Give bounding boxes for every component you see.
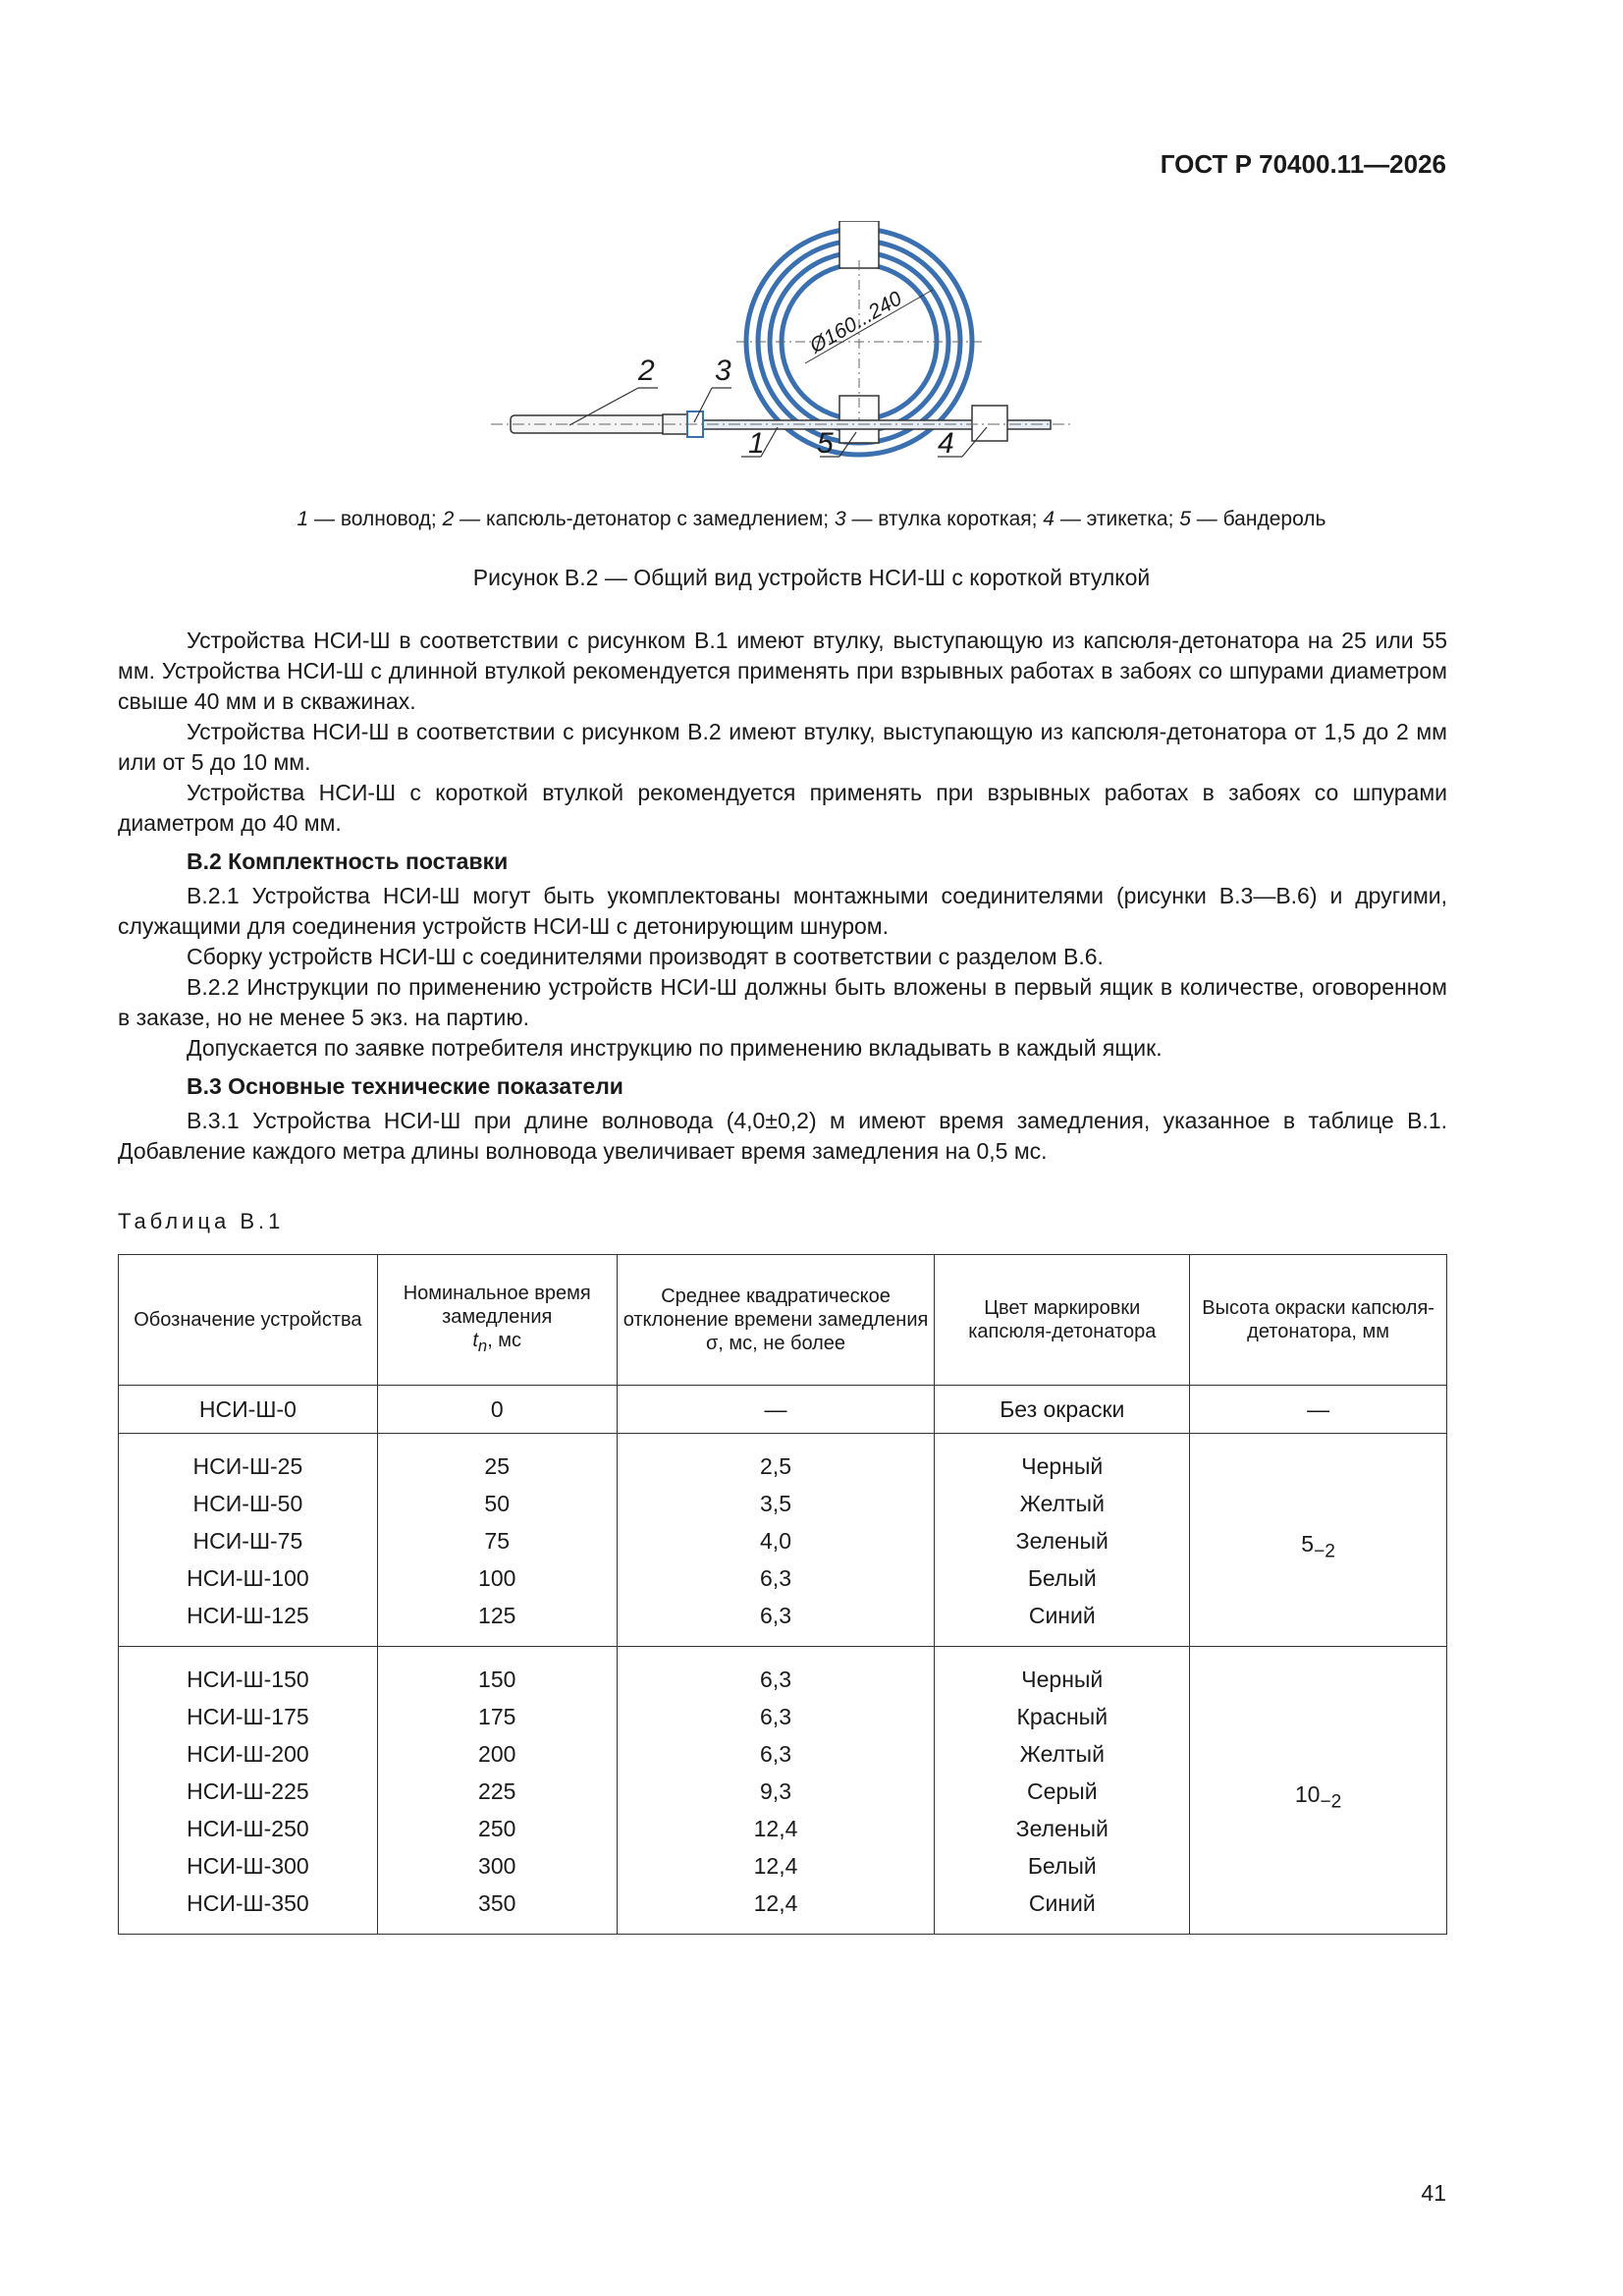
page-number: 41 — [1421, 2180, 1446, 2206]
table-row: НСИ-Ш-75 75 4,0 Зеленый — [119, 1522, 1447, 1559]
callout-1: 1 — [748, 427, 765, 460]
delay-table — [118, 1254, 1447, 1935]
header-color: Цвет маркировки капсюля-детонатора — [935, 1255, 1190, 1386]
header-paint-height: Высота окраски капсюля-детонатора, мм — [1190, 1255, 1447, 1386]
table-label: Таблица В.1 — [118, 1209, 285, 1233]
section-heading: В.2 Комплектность поставки — [187, 848, 509, 874]
paragraph: В.2.2 Инструкции по применению устройств НСИ-Ш должны быть вложены в первый ящик в количестве, оговоренном в заказе, но не менее 5 экз. на партию. — [118, 974, 1447, 1030]
standard-designation: ГОСТ Р 70400.11—2026 — [1160, 149, 1446, 179]
header-delay: Номинальное время замедления $t_n$, мс — [377, 1255, 617, 1386]
table-row: НСИ-Ш-25 25 2,5 Черный $5_{-2}$ — [119, 1434, 1447, 1486]
table-row: НСИ-Ш-125 125 6,3 Синий — [119, 1597, 1447, 1647]
figure-caption: Рисунок В.2 — Общий вид устройств НСИ-Ш с короткой втулкой — [472, 565, 1151, 590]
table-row: НСИ-Ш-0 0 — Без окраски — — [119, 1386, 1447, 1434]
paragraph: Устройства НСИ-Ш в соответствии с рисунком В.1 имеют втулку, выступающую из капсюля-детонатора на 25 или 55 мм. Устройства НСИ-Ш с длинной втулкой рекомендуется применять при взрывных работах в забоях со шпурами диаметром свыше 40 мм и в скважинах. — [118, 628, 1447, 714]
paragraph: Устройства НСИ-Ш в соответствии с рисунком В.2 имеют втулку, выступающую из капсюля-детонатора от 1,5 до 2 мм или от 5 до 10 мм. — [118, 719, 1447, 775]
paint-height-group1: $5_{-2}$ — [1190, 1434, 1447, 1647]
paragraph: В.3.1 Устройства НСИ-Ш при длине волновода (4,0±0,2) м имеют время замедления, указанное в таблице В.1. Добавление каждого метра длины волновода увеличивает время замедления на 0,5 мс. — [118, 1108, 1447, 1164]
device-figure — [491, 221, 1080, 481]
header-deviation: Среднее квадратическое отклонение времени замедления σ, мс, не более — [617, 1255, 935, 1386]
table-row: НСИ-Ш-150 150 6,3 Черный $10_{-2}$ — [119, 1647, 1447, 1699]
device-drawing — [491, 221, 1080, 476]
paragraph: Допускается по заявке потребителя инструкцию по применению вкладывать в каждый ящик. — [187, 1035, 1163, 1061]
table-row: НСИ-Ш-50 50 3,5 Желтый — [119, 1485, 1447, 1522]
paragraph: Устройства НСИ-Ш с короткой втулкой рекомендуется применять при взрывных работах в забоях со шпурами диаметром до 40 мм. — [118, 780, 1447, 836]
body-text — [118, 626, 1447, 1167]
table-row: НСИ-Ш-175 175 6,3 Красный — [119, 1698, 1447, 1735]
section-heading: В.3 Основные технические показатели — [187, 1073, 623, 1099]
table-row: НСИ-Ш-350 350 12,4 Синий — [119, 1885, 1447, 1935]
paint-height-group2: $10_{-2}$ — [1190, 1647, 1447, 1935]
callout-3: 3 — [715, 355, 731, 387]
table-row: НСИ-Ш-300 300 12,4 Белый — [119, 1847, 1447, 1885]
paragraph: В.2.1 Устройства НСИ-Ш могут быть укомплектованы монтажными соединителями (рисунки В.3—В.6) и другими, служащими для соединения устройств НСИ-Ш с детонирующим шнуром. — [118, 883, 1447, 939]
label-tag — [972, 406, 1007, 441]
callout-4: 4 — [938, 427, 954, 460]
callout-5: 5 — [817, 427, 834, 460]
callout-2: 2 — [638, 355, 655, 387]
table-row: НСИ-Ш-200 200 6,3 Желтый — [119, 1735, 1447, 1773]
diameter-label: Ø160...240 — [806, 287, 906, 358]
header-designation: Обозначение устройства — [119, 1255, 378, 1386]
figure-legend: 1 — волновод; 2 — капсюль-детонатор с замедлением; 3 — втулка короткая; 4 — этикетка; 5 — бандероль — [297, 508, 1326, 530]
table-header-row — [119, 1255, 1447, 1386]
table-row: НСИ-Ш-225 225 9,3 Серый — [119, 1773, 1447, 1810]
table-row: НСИ-Ш-250 250 12,4 Зеленый — [119, 1810, 1447, 1847]
paragraph: Сборку устройств НСИ-Ш с соединителями производят в соответствии с разделом В.6. — [187, 944, 1104, 969]
table-row: НСИ-Ш-100 100 6,3 Белый — [119, 1559, 1447, 1597]
